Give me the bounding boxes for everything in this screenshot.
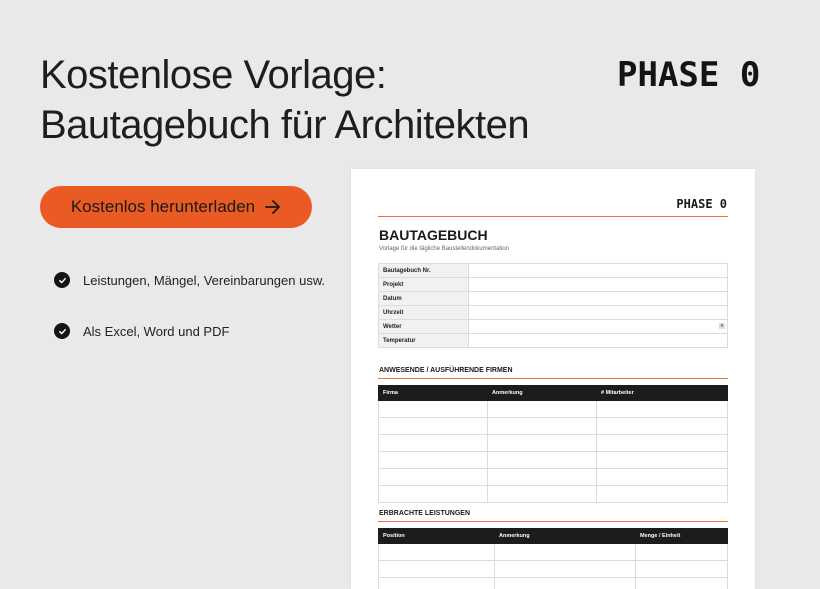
column-header: # Mitarbeiter — [597, 386, 728, 401]
column-header: Menge / Einheit — [636, 529, 728, 544]
row-value — [469, 292, 728, 306]
row-label: Datum — [379, 292, 469, 306]
row-label: Projekt — [379, 278, 469, 292]
chevron-down-icon: ▾ — [719, 323, 725, 329]
table-row — [379, 306, 728, 320]
check-icon — [54, 272, 70, 288]
divider — [378, 378, 728, 379]
table-row — [379, 486, 728, 503]
feature-item — [54, 270, 325, 290]
info-table — [378, 263, 728, 348]
feature-text: Als Excel, Word und PDF — [83, 324, 229, 339]
headline-line-1: Kostenlose Vorlage: — [40, 50, 529, 100]
table-header-row — [379, 386, 728, 401]
row-value — [469, 264, 728, 278]
row-value — [469, 320, 728, 334]
row-label: Uhrzeit — [379, 306, 469, 320]
row-value — [469, 334, 728, 348]
page-headline — [40, 50, 529, 150]
table-row — [379, 435, 728, 452]
brand-logo: PHASE 0 — [617, 55, 760, 95]
section-title-firms: ANWESENDE / AUSFÜHRENDE FIRMEN — [379, 367, 513, 374]
feature-item — [54, 321, 325, 341]
headline-line-2: Bautagebuch für Architekten — [40, 100, 529, 150]
table-row — [379, 401, 728, 418]
row-label: Wetter — [379, 320, 469, 334]
table-row — [379, 418, 728, 435]
table-row — [379, 320, 728, 334]
table-row — [379, 278, 728, 292]
table-header-row — [379, 529, 728, 544]
table-row — [379, 334, 728, 348]
row-label: Bautagebuch Nr. — [379, 264, 469, 278]
table-row — [379, 469, 728, 486]
document-brand: PHASE 0 — [676, 197, 727, 211]
document-title: BAUTAGEBUCH — [379, 227, 488, 243]
firms-table — [378, 385, 728, 503]
feature-text: Leistungen, Mängel, Vereinbarungen usw. — [83, 273, 325, 288]
column-header: Position — [379, 529, 495, 544]
divider — [378, 521, 728, 522]
download-button-label: Kostenlos herunterladen — [71, 197, 255, 217]
arrow-right-icon — [265, 200, 281, 214]
row-value — [469, 306, 728, 320]
column-header: Firma — [379, 386, 488, 401]
download-button[interactable] — [40, 186, 312, 228]
row-label: Temperatur — [379, 334, 469, 348]
document-preview — [351, 169, 755, 589]
feature-list — [54, 270, 325, 372]
work-table — [378, 528, 728, 589]
row-value — [469, 278, 728, 292]
table-row — [379, 292, 728, 306]
table-row — [379, 561, 728, 578]
table-row — [379, 264, 728, 278]
table-row — [379, 578, 728, 589]
table-row — [379, 452, 728, 469]
divider — [378, 216, 728, 217]
column-header: Anmerkung — [488, 386, 597, 401]
document-subtitle: Vorlage für die tägliche Baustellendokumentation — [379, 246, 509, 252]
column-header: Anmerkung — [495, 529, 636, 544]
table-row — [379, 544, 728, 561]
check-icon — [54, 323, 70, 339]
section-title-work: ERBRACHTE LEISTUNGEN — [379, 510, 470, 517]
